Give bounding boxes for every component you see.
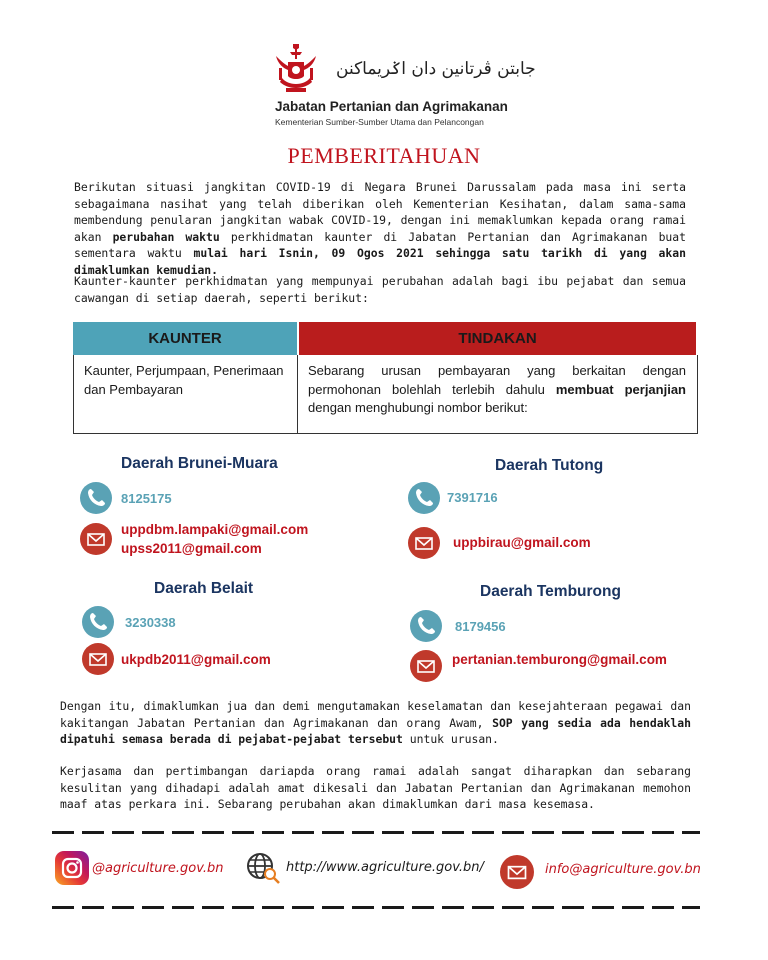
sop-bold: SOP yang sedia ada hendaklah dipatuhi semasa berada di pejabat-pejabat tersebut [60,715,691,747]
website-link[interactable]: http://www.agriculture.gov.bn/ [286,860,484,875]
sop-paragraph [60,698,691,748]
email-link[interactable]: upss2011@gmail.com [121,541,262,556]
phone-icon [408,482,440,514]
instagram-icon [55,851,89,885]
mail-icon [82,643,114,675]
district-belait-title: Daerah Belait [154,580,254,597]
globe-search-icon [244,850,282,886]
district-brunei-muara-title: Daerah Brunei-Muara [121,455,278,472]
kaunter-header: KAUNTER [73,322,297,355]
phone-icon [82,606,114,638]
phone-number[interactable]: 8179456 [455,619,506,634]
tindakan-cell [308,362,686,418]
district-temburong-title: Daerah Temburong [480,583,621,600]
org-name-jawi: جابتن ڤرتانين دان اݢريماکنن [336,59,536,79]
mail-icon [408,527,440,559]
org-name: Jabatan Pertanian dan Agrimakanan [275,99,508,114]
intro-bold-b: mulai hari Isnin, 09 Ogos 2021 sehingga satu tarikh di yang akan dimaklumkan kemudian. [74,246,686,277]
mail-icon [410,650,442,682]
counter-paragraph: Kaunter-kaunter perkhidmatan yang mempunyai perubahan adalah bagi ibu pejabat dan semua cawangan di setiap daerah, seperti berikut: [74,274,686,305]
apology-paragraph: Kerjasama dan pertimbangan dariapda orang ramai adalah sangat diharapkan dan sebarang kesulitan yang dihadapi adalah amat dikesali dan Jabatan Pertanian dan Agrimakanan memohon maaf atas perkara ini. Sebarang perubahan akan dimaklumkan dari masa kesemasa. [60,764,691,812]
footer-divider-bottom [52,906,700,909]
sop-text-a: Dengan itu, dimaklumkan jua dan demi mengutamakan keselamatan dan kesejahteraan pegawai dan kakitangan Jabatan Pertanian dan Agrimakanan dan orang Awam, [60,699,691,730]
mail-icon [80,523,112,555]
email-link[interactable]: uppbirau@gmail.com [453,535,591,550]
tindakan-bold: membuat perjanjian [555,381,687,397]
table-divider [297,355,298,433]
tindakan-tail: dengan menghubungi nombor berikut: [308,400,528,415]
phone-icon [410,610,442,642]
mail-icon [500,855,534,889]
email-link[interactable]: pertanian.temburong@gmail.com [452,652,667,667]
intro-text-b: perkhidmatan kaunter di Jabatan Pertanian dan Agrimakanan buat sementara waktu [74,229,686,261]
tindakan-text: Sebarang urusan pembayaran yang berkaitan dengan permohonan bolehlah terlebih dahulu [308,363,686,397]
intro-paragraph [74,179,686,279]
phone-number[interactable]: 3230338 [125,615,176,630]
footer-divider-top [52,831,700,834]
email-list [121,520,308,558]
ministry-name: Kementerian Sumber-Sumber Utama dan Pelancongan [275,117,484,127]
phone-number[interactable]: 7391716 [447,490,498,505]
tindakan-header: TINDAKAN [299,322,696,355]
email-link[interactable]: uppdbm.lampaki@gmail.com [121,522,309,537]
phone-number[interactable]: 8125175 [121,491,172,506]
sop-text-b: untuk urusan. [402,732,499,747]
email-link[interactable]: ukpdb2011@gmail.com [121,652,271,667]
intro-text-a: Berikutan situasi jangkitan COVID-19 di Negara Brunei Darussalam pada masa ini serta sebagaimana nasihat yang telah diberikan oleh Kementerian Kesihatan, dalam sama-sama membendung penularan jangkitan wabak COVID-19, dengan ini memaklumkan kepada orang ramai akan [74,180,686,244]
instagram-handle[interactable]: @agriculture.gov.bn [92,861,224,876]
intro-bold-a: perubahan waktu [112,229,220,244]
phone-icon [80,482,112,514]
page-title: PEMBERITAHUAN [287,143,481,168]
kaunter-cell: Kaunter, Perjumpaan, Penerimaan dan Pembayaran [84,363,284,397]
counter-table [73,322,696,433]
district-tutong-title: Daerah Tutong [495,457,604,474]
crest-icon [274,42,318,94]
footer-email[interactable]: info@agriculture.gov.bn [545,862,701,877]
